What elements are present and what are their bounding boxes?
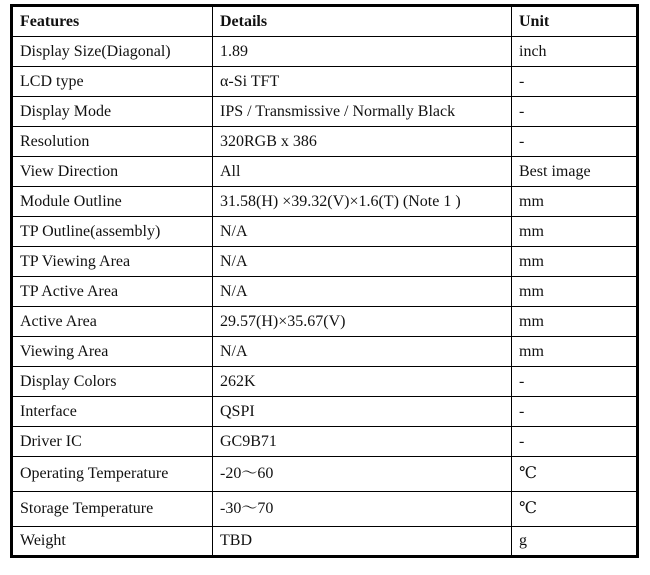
header-features: Features — [12, 6, 213, 37]
table-row — [12, 457, 638, 492]
table-header-row — [12, 6, 638, 37]
details-cell: N/A — [213, 217, 512, 247]
table-row — [12, 337, 638, 367]
unit-cell: ℃ — [512, 492, 638, 527]
header-unit: Unit — [512, 6, 638, 37]
unit-cell: mm — [512, 187, 638, 217]
table-row — [12, 307, 638, 337]
unit-cell: - — [512, 67, 638, 97]
details-cell: 29.57(H)×35.67(V) — [213, 307, 512, 337]
table-row — [12, 247, 638, 277]
unit-cell: g — [512, 527, 638, 557]
unit-cell: ℃ — [512, 457, 638, 492]
table-row — [12, 527, 638, 557]
feature-cell: Active Area — [12, 307, 213, 337]
table-row — [12, 427, 638, 457]
unit-cell: mm — [512, 337, 638, 367]
table-row — [12, 492, 638, 527]
feature-cell: Operating Temperature — [12, 457, 213, 492]
unit-cell: - — [512, 397, 638, 427]
details-cell: -20～60 — [213, 457, 512, 492]
feature-cell: TP Viewing Area — [12, 247, 213, 277]
header-details: Details — [213, 6, 512, 37]
details-cell: α-Si TFT — [213, 67, 512, 97]
unit-cell: - — [512, 427, 638, 457]
unit-cell: - — [512, 127, 638, 157]
unit-cell: - — [512, 97, 638, 127]
table-row — [12, 157, 638, 187]
feature-cell: Display Colors — [12, 367, 213, 397]
feature-cell: Interface — [12, 397, 213, 427]
feature-cell: View Direction — [12, 157, 213, 187]
feature-cell: Storage Temperature — [12, 492, 213, 527]
table-row — [12, 127, 638, 157]
table-body — [12, 37, 638, 557]
details-cell: GC9B71 — [213, 427, 512, 457]
unit-cell: Best image — [512, 157, 638, 187]
details-cell: 320RGB x 386 — [213, 127, 512, 157]
details-cell: 31.58(H) ×39.32(V)×1.6(T) (Note 1 ) — [213, 187, 512, 217]
details-cell: All — [213, 157, 512, 187]
details-cell: 262K — [213, 367, 512, 397]
feature-cell: LCD type — [12, 67, 213, 97]
details-cell: N/A — [213, 247, 512, 277]
details-cell: TBD — [213, 527, 512, 557]
table-row — [12, 187, 638, 217]
table-row — [12, 217, 638, 247]
table-row — [12, 277, 638, 307]
feature-cell: Resolution — [12, 127, 213, 157]
unit-cell: inch — [512, 37, 638, 67]
unit-cell: mm — [512, 277, 638, 307]
feature-cell: Viewing Area — [12, 337, 213, 367]
table-row — [12, 37, 638, 67]
table-row — [12, 67, 638, 97]
table-row — [12, 97, 638, 127]
unit-cell: - — [512, 367, 638, 397]
feature-cell: TP Active Area — [12, 277, 213, 307]
feature-cell: TP Outline(assembly) — [12, 217, 213, 247]
feature-cell: Driver IC — [12, 427, 213, 457]
table-row — [12, 367, 638, 397]
specifications-table — [10, 4, 639, 558]
details-cell: N/A — [213, 277, 512, 307]
details-cell: N/A — [213, 337, 512, 367]
feature-cell: Display Size(Diagonal) — [12, 37, 213, 67]
unit-cell: mm — [512, 247, 638, 277]
details-cell: 1.89 — [213, 37, 512, 67]
unit-cell: mm — [512, 217, 638, 247]
feature-cell: Module Outline — [12, 187, 213, 217]
details-cell: -30～70 — [213, 492, 512, 527]
feature-cell: Weight — [12, 527, 213, 557]
details-cell: QSPI — [213, 397, 512, 427]
table-row — [12, 397, 638, 427]
unit-cell: mm — [512, 307, 638, 337]
feature-cell: Display Mode — [12, 97, 213, 127]
details-cell: IPS / Transmissive / Normally Black — [213, 97, 512, 127]
